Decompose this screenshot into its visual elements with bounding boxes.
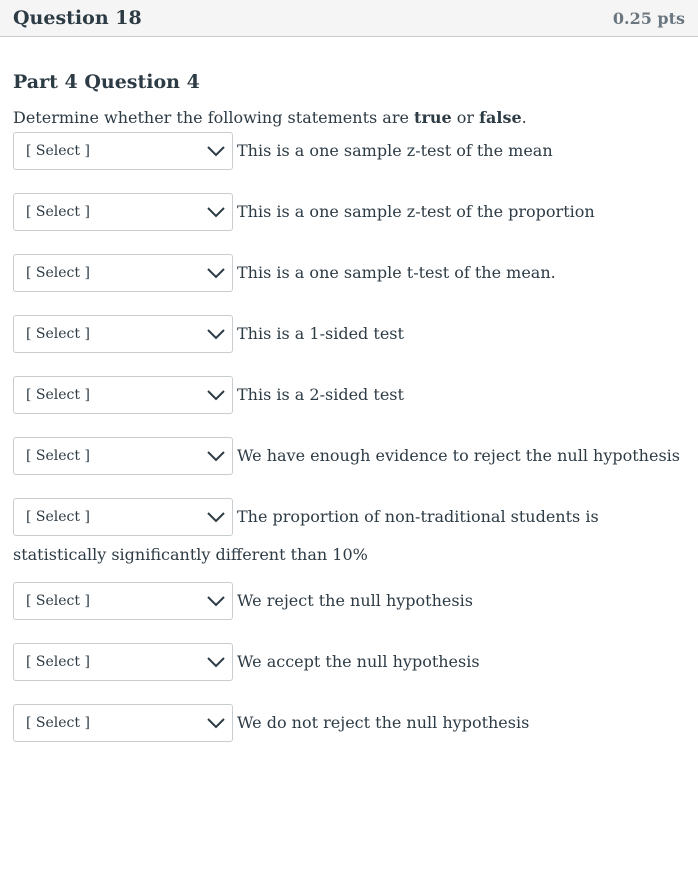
- instructions-true: true: [414, 108, 452, 127]
- answer-select[interactable]: [13, 582, 233, 620]
- statement-row: [13, 643, 685, 681]
- answer-select[interactable]: [13, 315, 233, 353]
- question-points: 0.25 pts: [612, 8, 685, 28]
- statement-text: We have enough evidence to reject the null hypothesis: [237, 446, 680, 465]
- answer-select[interactable]: [13, 704, 233, 742]
- select-placeholder: [ Select ]: [26, 654, 90, 670]
- answer-select[interactable]: [13, 193, 233, 231]
- statement-text: This is a 2-sided test: [237, 385, 404, 404]
- statement-row: [13, 437, 685, 475]
- instructions: [13, 107, 685, 129]
- select-placeholder: [ Select ]: [26, 143, 90, 159]
- chevron-down-icon: [206, 389, 226, 401]
- statement-row: [13, 704, 685, 742]
- chevron-down-icon: [206, 328, 226, 340]
- statement-row: [13, 498, 685, 574]
- chevron-down-icon: [206, 145, 226, 157]
- answer-select[interactable]: [13, 254, 233, 292]
- answer-select[interactable]: [13, 376, 233, 414]
- chevron-down-icon: [206, 717, 226, 729]
- instructions-false: false: [479, 108, 522, 127]
- statement-text: This is a one sample z-test of the proportion: [237, 202, 595, 221]
- statement-text: We reject the null hypothesis: [237, 591, 473, 610]
- statement-text: We do not reject the null hypothesis: [237, 713, 530, 732]
- chevron-down-icon: [206, 267, 226, 279]
- instructions-suffix: .: [521, 108, 527, 127]
- select-placeholder: [ Select ]: [26, 204, 90, 220]
- chevron-down-icon: [206, 595, 226, 607]
- select-placeholder: [ Select ]: [26, 265, 90, 281]
- statement-row: [13, 193, 685, 231]
- statement-text: This is a 1-sided test: [237, 324, 404, 343]
- answer-select[interactable]: [13, 437, 233, 475]
- statement-text: We accept the null hypothesis: [237, 652, 480, 671]
- statement-list: [13, 132, 685, 742]
- chevron-down-icon: [206, 656, 226, 668]
- statement-text: This is a one sample t-test of the mean.: [237, 263, 556, 282]
- question-title: Question 18: [13, 7, 142, 29]
- question-body: [0, 70, 698, 742]
- statement-row: [13, 132, 685, 170]
- statement-row: [13, 376, 685, 414]
- chevron-down-icon: [206, 450, 226, 462]
- answer-select[interactable]: [13, 132, 233, 170]
- question-header: [0, 0, 698, 37]
- select-placeholder: [ Select ]: [26, 593, 90, 609]
- instructions-middle: or: [451, 108, 480, 127]
- select-placeholder: [ Select ]: [26, 448, 90, 464]
- chevron-down-icon: [206, 511, 226, 523]
- statement-text: This is a one sample z-test of the mean: [237, 141, 553, 160]
- select-placeholder: [ Select ]: [26, 715, 90, 731]
- instructions-prefix: Determine whether the following statements are: [13, 108, 415, 127]
- chevron-down-icon: [206, 206, 226, 218]
- answer-select[interactable]: [13, 498, 233, 536]
- select-placeholder: [ Select ]: [26, 387, 90, 403]
- statement-row: [13, 582, 685, 620]
- select-placeholder: [ Select ]: [26, 326, 90, 342]
- select-placeholder: [ Select ]: [26, 509, 90, 525]
- statement-row: [13, 315, 685, 353]
- statement-row: [13, 254, 685, 292]
- statement-text: The proportion of non-traditional students is statistically significantly different than 10%: [13, 507, 599, 564]
- part-title: Part 4 Question 4: [13, 71, 200, 93]
- answer-select[interactable]: [13, 643, 233, 681]
